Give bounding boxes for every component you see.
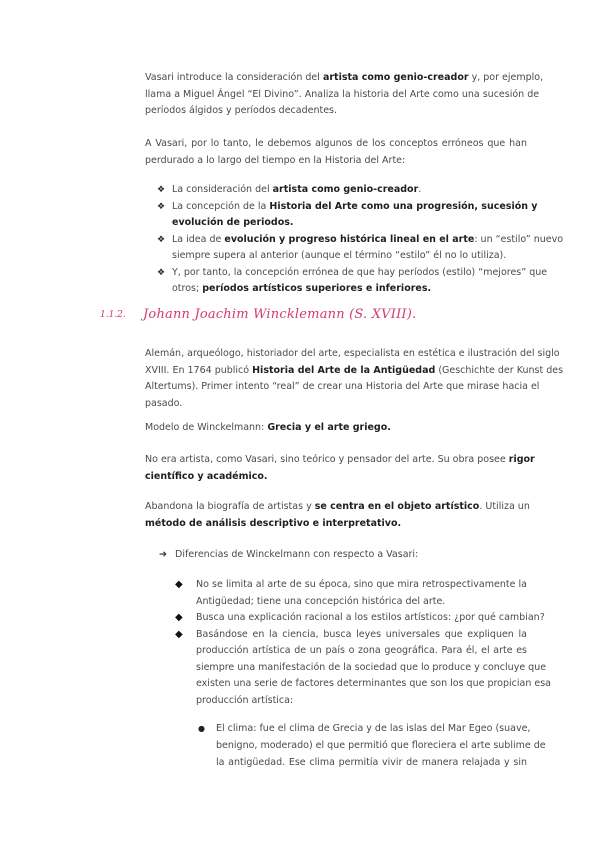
text: . <box>418 184 422 195</box>
text-line: la antigüedad. Ese clima permitía vivir de manera relajada y sin <box>216 757 527 768</box>
diamond-bullet-icon: ◆ <box>175 579 183 590</box>
arrow-right-icon: ➔ <box>159 549 167 560</box>
bold-text: rigor <box>508 454 535 465</box>
text-line: benigno, moderado) el que permitió que floreciera el arte sublime de <box>216 740 546 751</box>
text-line: producción artística de un país o zona geográfica. Para él, el arte es <box>196 645 527 656</box>
text-line: llama a Miguel Ángel “El Divino”. Analiza la historia del Arte como una sucesión de <box>145 88 540 100</box>
text: Abandona la biografía de artistas y <box>145 501 315 512</box>
diamond-outline-bullet-icon: ❖ <box>157 234 166 245</box>
list-item <box>175 577 527 610</box>
section-number: 1.1.2. <box>100 310 126 320</box>
text: XVIII. En 1764 publicó <box>145 364 253 376</box>
text-line: siempre supera al anterior (aunque el término “estilo” él no lo utiliza). <box>172 250 507 261</box>
list-item <box>157 265 548 298</box>
list-item <box>198 720 546 771</box>
list-item <box>175 610 545 627</box>
differences-list <box>175 577 552 709</box>
text-line: Altertums). Primer intento “real” de crear una Historia del Arte que mirase hacia el <box>145 381 540 392</box>
text: (Geschichte der Kunst des <box>435 364 564 376</box>
section-heading <box>100 307 560 327</box>
text: : un “estilo” nuevo <box>474 233 564 245</box>
text: . Utiliza un <box>479 501 530 512</box>
paragraph-model <box>145 420 527 437</box>
paragraph-theorist <box>145 452 535 485</box>
section-title: Johann Joachim Wincklemann (S. XVIII). <box>143 307 417 322</box>
paragraph-vasari-intro <box>145 70 544 120</box>
bold-text: evolución de periodos. <box>172 217 294 228</box>
text-line: existen una serie de factores determinantes que son los que propician esa <box>196 678 552 689</box>
text-line: El clima: fue el clima de Grecia y de las islas del Mar Egeo (suave, <box>216 723 531 734</box>
text-line <box>145 70 544 87</box>
concepts-list <box>157 182 564 298</box>
diamond-bullet-icon: ◆ <box>175 612 183 623</box>
text-line: siempre una manifestación de la sociedad que lo produce y concluye que <box>196 661 547 673</box>
text: La idea de <box>172 233 225 245</box>
text: Modelo de Winckelmann: <box>145 422 268 433</box>
bold-text: artista como genio-creador <box>322 72 469 83</box>
text-line: producción artística: <box>196 694 294 706</box>
text-line: Basándose en la ciencia, busca leyes universales que expliquen la <box>196 628 527 640</box>
text: Vasari introduce la consideración del <box>145 72 323 83</box>
paragraph-method <box>145 499 530 532</box>
diamond-outline-bullet-icon: ❖ <box>157 267 166 278</box>
paragraph-vasari-concepts <box>145 136 527 169</box>
bold-text: se centra en el objeto artístico <box>314 501 480 512</box>
text-line: perdurado a lo largo del tiempo en la Historia del Arte: <box>145 154 406 166</box>
text-line: Alemán, arqueólogo, historiador del arte, especialista en estética e ilustración del siglo <box>145 348 560 359</box>
text-line: pasado. <box>145 397 183 409</box>
text-line: No se limita al arte de su época, sino que mira retrospectivamente la <box>196 579 527 590</box>
bold-text: Historia del Arte de la Antigüedad <box>252 364 436 376</box>
text-line: A Vasari, por lo tanto, le debemos algunos de los conceptos erróneos que han <box>145 138 527 149</box>
diamond-outline-bullet-icon: ❖ <box>157 201 166 212</box>
text: La concepción de la <box>172 200 270 212</box>
diamond-bullet-icon: ◆ <box>175 628 183 640</box>
text-line: Busca una explicación racional a los estilos artísticos: ¿por qué cambian? <box>196 612 545 623</box>
list-item <box>175 627 552 710</box>
text: y, por ejemplo, <box>468 72 544 83</box>
bold-text: evolución y progreso histórica lineal en el arte <box>224 233 475 245</box>
text-line: Antigüedad; tiene una concepción histórica del arte. <box>196 595 446 607</box>
text: No era artista, como Vasari, sino teórico y pensador del arte. Su obra posee <box>145 454 509 465</box>
bold-text: períodos artísticos superiores e inferiores. <box>202 283 432 294</box>
bold-text: Historia del Arte como una progresión, sucesión y <box>269 200 538 212</box>
text: La consideración del <box>172 184 273 195</box>
list-item <box>157 182 527 199</box>
list-item <box>157 199 538 232</box>
text: Diferencias de Winckelmann con respecto a Vasari: <box>175 549 419 560</box>
factors-list <box>198 720 546 771</box>
text-line: períodos álgidos y períodos decadentes. <box>145 105 338 116</box>
dot-bullet-icon: ● <box>198 724 205 733</box>
bold-text: artista como genio-creador <box>272 184 419 195</box>
text: otros; <box>172 283 203 294</box>
diamond-outline-bullet-icon: ❖ <box>157 185 166 195</box>
bold-text: científico y académico. <box>145 470 268 482</box>
text-line: Y, por tanto, la concepción errónea de que hay períodos (estilo) “mejores” que <box>172 266 548 278</box>
list-item <box>157 232 564 265</box>
paragraph-winckelmann-bio <box>145 346 564 412</box>
bold-text: Grecia y el arte griego. <box>267 422 391 433</box>
bold-text: método de análisis descriptivo e interpretativo. <box>145 517 402 529</box>
